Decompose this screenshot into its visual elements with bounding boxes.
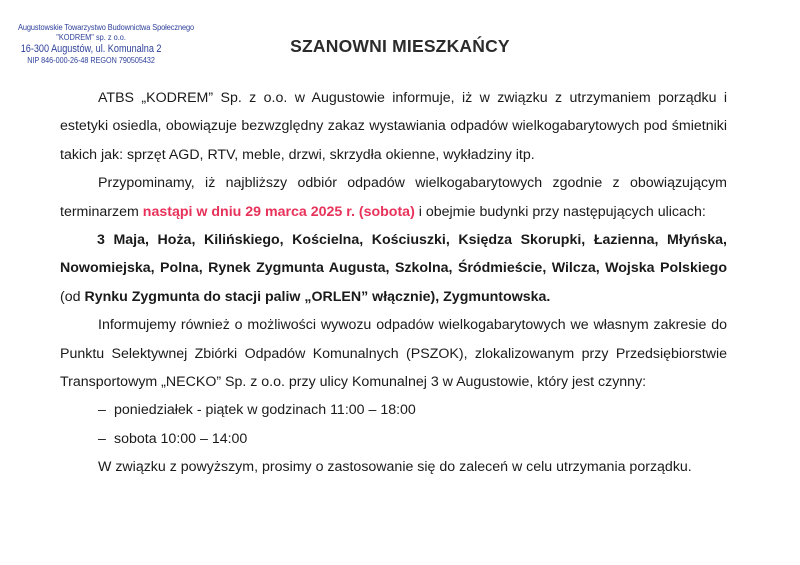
streets-part3: Rynku Zygmunta do stacji paliw „ORLEN” włącznie), Zygmuntowska.	[84, 288, 551, 305]
pickup-date-highlight: nastąpi w dniu 29 marca 2025 r. (sobota)	[142, 203, 415, 220]
page-title: SZANOWNI MIESZKAŃCY	[290, 36, 510, 56]
schedule-item	[60, 396, 727, 424]
stamp-company-name: Augustowskie Towarzystwo Budownictwa Społecznego	[18, 22, 195, 32]
schedule-dash: –	[98, 402, 106, 419]
schedule-dash: –	[98, 430, 106, 447]
paragraph-ban: ATBS „KODREM” Sp. z o.o. w Augustowie informuje, iż w związku z utrzymaniem porządku i estetyki osiedla, obowiązuje bezwzględny zakaz wystawiania odpadów wielkogabarytowych pod śmietniki takich jak: sprzęt AGD, RTV, meble, drzwi, skrzydła okienne, wykładziny itp.	[60, 90, 727, 163]
stamp-address: 16-300 Augustów, ul. Komunalna 2	[20, 43, 162, 55]
schedule-weekdays: poniedziałek - piątek w godzinach 11:00 – 18:00	[114, 402, 416, 419]
streets-part2: (od	[60, 288, 85, 305]
streets-part1: 3 Maja, Hoża, Kilińskiego, Kościelna, Kościuszki, Księdza Skorupki, Łazienna, Młyńska, Nowomiejska, Polna, Rynek Zygmunta Augusta, Szkolna, Śródmieście, Wilcza, Wojska Polskiego	[60, 232, 727, 277]
schedule-saturday: sobota 10:00 – 14:00	[114, 430, 248, 447]
stamp-company-short: "KODREM" sp. z o.o.	[56, 32, 126, 42]
paragraph-pszok: Informujemy również o możliwości wywozu odpadów wielkogabarytowych we własnym zakresie do Punktu Selektywnej Zbiórki Odpadów Komunalnych (PSZOK), zlokalizowanym przy Przedsiębiorstwie Transportowym „NECKO” Sp. z o.o. przy ulicy Komunalnej 3 w Augustowie, który jest czynny:	[60, 317, 727, 391]
paragraph-pickup-date	[60, 169, 727, 226]
pickup-text-before: Przypominamy, iż najbliższy odbiór odpadów wielkogabarytowych zgodnie z obowiązującym terminarzem	[60, 175, 727, 220]
schedule-item	[60, 425, 727, 453]
paragraph-closing: W związku z powyższym, prosimy o zastosowanie się do zaleceń w celu utrzymania porządku.	[98, 459, 692, 476]
stamp-ids: NIP 846-000-26-48 REGON 790505432	[27, 55, 155, 65]
pickup-text-after: i obejmie budynki przy następujących ulicach:	[414, 203, 706, 220]
notice-body	[60, 84, 727, 482]
streets-list	[60, 226, 727, 311]
